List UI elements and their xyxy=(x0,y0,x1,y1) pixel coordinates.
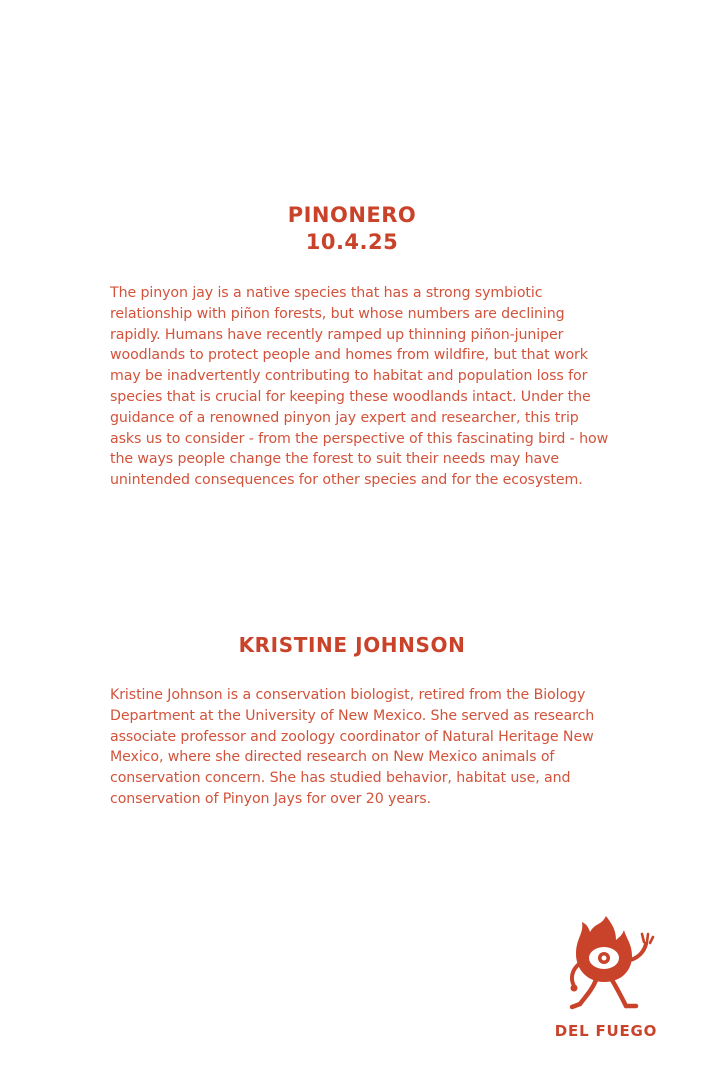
event-date: 10.4.25 xyxy=(305,230,399,254)
logo-wordmark: DEL FUEGO xyxy=(554,1022,658,1040)
guide-name-heading: KRISTINE JOHNSON xyxy=(238,633,466,657)
del-fuego-logo xyxy=(546,912,666,1052)
page-title: PINONERO xyxy=(287,203,417,227)
guide-bio: Kristine Johnson is a conservation biologist, retired from the Biology Department at the University of New Mexico. She served as research associate professor and zoology coordinator of Natural Heritage New Mexico, where she directed research on New Mexico animals of conservation concern. She has studied behavior, habitat use, and conservation of Pinyon Jays for over 20 years. xyxy=(110,687,595,807)
trip-description: The pinyon jay is a native species that has a strong symbiotic relationship with piñon forests, but whose numbers are declining rapidly. Humans have recently ramped up thinning piñon-juniper woodlands to protect people and homes from wildfire, but that work may be inadvertently contributing to habitat and population loss for species that is crucial for keeping these woodlands intact. Under the guidance of a renowned pinyon jay expert and researcher, this trip asks us to consider - from the perspective of this fascinating bird - how the ways people change the forest to suit their needs may have unintended consequences for other species and for the ecosystem. xyxy=(110,285,609,489)
page-title-block xyxy=(0,202,704,256)
flame-mascot-icon xyxy=(546,912,666,1020)
